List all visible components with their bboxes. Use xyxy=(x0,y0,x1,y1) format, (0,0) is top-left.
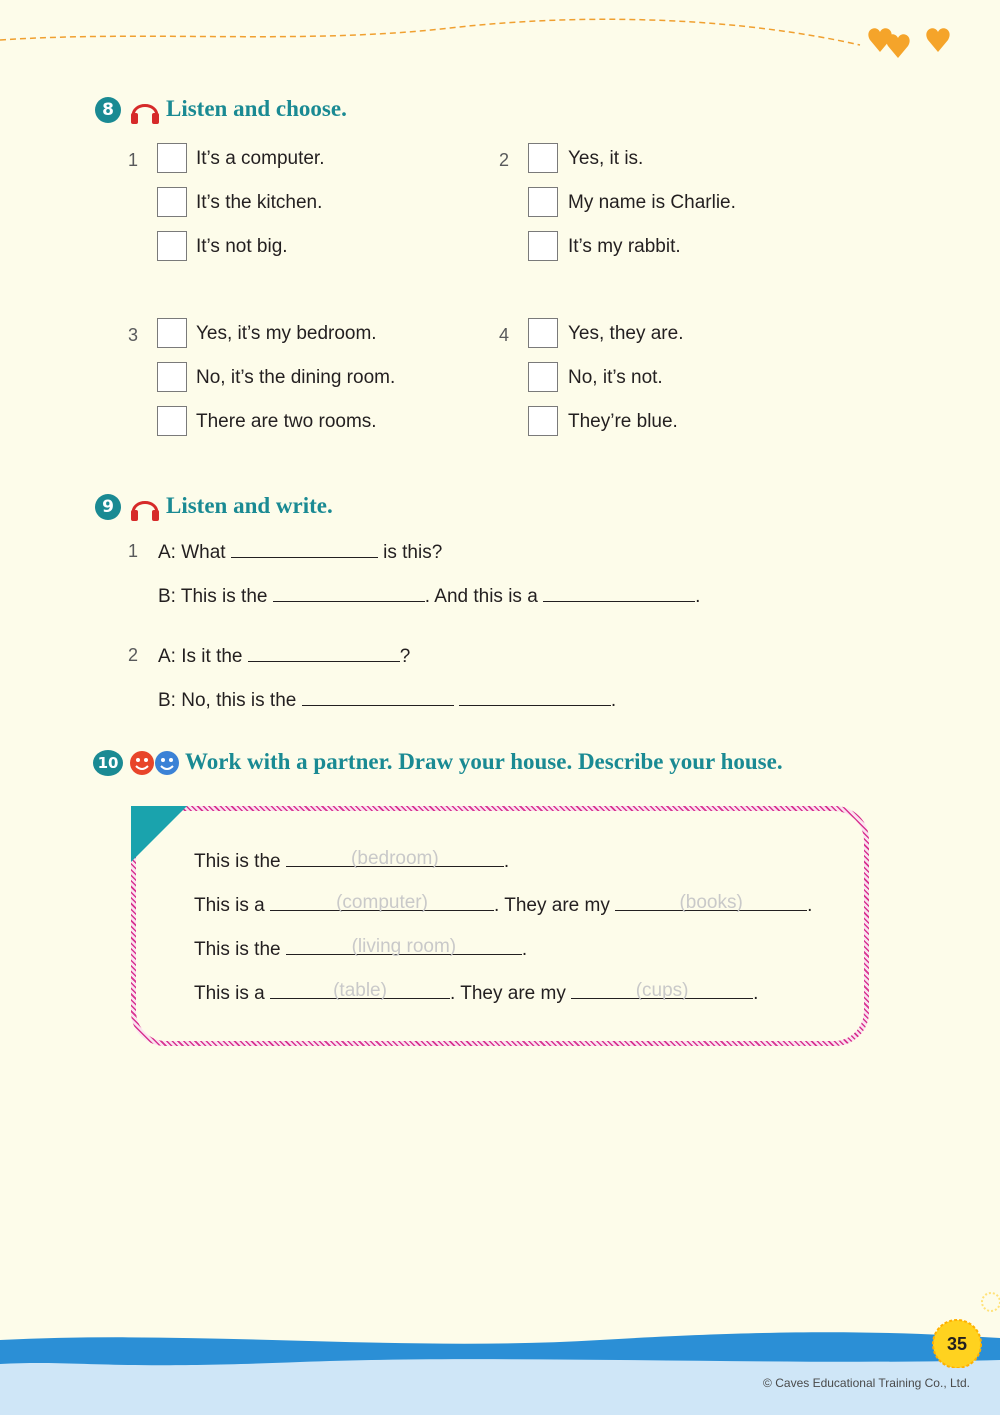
question-number: 3 xyxy=(128,325,139,345)
answer-checkbox[interactable] xyxy=(157,318,187,348)
write-blank[interactable] xyxy=(286,848,504,867)
answer-checkbox[interactable] xyxy=(157,406,187,436)
answer-checkbox[interactable] xyxy=(528,231,558,261)
page-number: 35 xyxy=(938,1325,976,1363)
write-blank[interactable] xyxy=(302,687,454,706)
sentence-line xyxy=(158,539,442,564)
hint-text: (bedroom) xyxy=(351,848,439,869)
sentence-text: This is the xyxy=(194,939,281,960)
hint-text: (cups) xyxy=(635,980,689,1001)
sentence-text: ? xyxy=(399,646,411,667)
section-8-title: Listen and choose. xyxy=(166,96,347,121)
answer-option: It’s a computer. xyxy=(196,148,325,169)
question-number: 1 xyxy=(128,541,139,561)
question-number: 2 xyxy=(128,645,139,665)
top-decoration xyxy=(0,0,1000,70)
sentence-line xyxy=(194,892,812,917)
write-blank[interactable] xyxy=(270,892,494,911)
corner-decoration xyxy=(131,806,187,862)
question-number: 1 xyxy=(128,150,139,170)
answer-checkbox[interactable] xyxy=(528,187,558,217)
write-blank[interactable] xyxy=(248,643,400,662)
write-blank[interactable] xyxy=(459,687,611,706)
write-blank[interactable] xyxy=(286,936,522,955)
answer-option: Yes, they are. xyxy=(568,323,684,344)
answer-checkbox[interactable] xyxy=(157,187,187,217)
footer-wave xyxy=(0,1330,1000,1415)
partner-faces-icon xyxy=(129,749,181,777)
sentence-line xyxy=(194,980,758,1005)
sentence-line xyxy=(158,583,700,608)
answer-option: There are two rooms. xyxy=(196,411,377,432)
sentence-text: . xyxy=(521,939,528,960)
question-number: 2 xyxy=(499,150,510,170)
answer-option: Yes, it is. xyxy=(568,148,644,169)
answer-option: No, it’s not. xyxy=(568,367,663,388)
answer-option: My name is Charlie. xyxy=(568,192,736,213)
write-blank[interactable] xyxy=(543,583,695,602)
section-9-number: 9 xyxy=(95,494,121,520)
sentence-text: This is a xyxy=(194,983,265,1004)
sentence-text: . They are my xyxy=(450,983,566,1004)
answer-option: Yes, it’s my bedroom. xyxy=(196,323,377,344)
section-8-number: 8 xyxy=(95,97,121,123)
section-10-title: Work with a partner. Draw your house. Describe your house. xyxy=(185,749,783,774)
answer-option: It’s my rabbit. xyxy=(568,236,681,257)
answer-checkbox[interactable] xyxy=(528,362,558,392)
answer-checkbox[interactable] xyxy=(528,406,558,436)
answer-checkbox[interactable] xyxy=(528,143,558,173)
sentence-text: A: Is it the xyxy=(158,646,243,667)
sentence-text: B: This is the xyxy=(158,586,268,607)
heart-icon xyxy=(868,28,949,58)
answer-option: It’s the kitchen. xyxy=(196,192,323,213)
sentence-text: . xyxy=(807,895,813,916)
answer-checkbox[interactable] xyxy=(157,231,187,261)
sentence-text: . xyxy=(610,690,617,711)
sentence-line xyxy=(194,848,509,873)
sentence-text: . And this is a xyxy=(424,586,538,607)
section-10-number: 10 xyxy=(93,750,123,776)
sentence-text: A: What xyxy=(158,542,226,563)
sentence-text: This is the xyxy=(194,851,281,872)
write-blank[interactable] xyxy=(273,583,425,602)
sentence-text: is this? xyxy=(383,542,443,563)
answer-option: It’s not big. xyxy=(196,236,288,257)
hint-text: (table) xyxy=(333,980,387,1001)
sentence-line xyxy=(194,936,527,961)
answer-option: No, it’s the dining room. xyxy=(196,367,396,388)
hint-text: (books) xyxy=(679,892,743,913)
sentence-line xyxy=(158,643,410,668)
headphones-icon xyxy=(129,493,161,523)
write-blank[interactable] xyxy=(571,980,753,999)
answer-checkbox[interactable] xyxy=(157,143,187,173)
hint-text: (living room) xyxy=(351,936,457,957)
sentence-text: . xyxy=(695,586,701,607)
drawing-box xyxy=(131,806,869,1046)
question-number: 4 xyxy=(499,325,510,345)
sentence-text: . xyxy=(503,851,510,872)
sentence-text: B: No, this is the xyxy=(158,690,297,711)
section-9-title: Listen and write. xyxy=(166,493,333,518)
write-blank[interactable] xyxy=(615,892,807,911)
copyright-text: © Caves Educational Training Co., Ltd. xyxy=(763,1376,970,1390)
headphones-icon xyxy=(129,96,161,126)
answer-checkbox[interactable] xyxy=(157,362,187,392)
sentence-text: . xyxy=(753,983,759,1004)
write-blank[interactable] xyxy=(270,980,450,999)
sentence-line xyxy=(158,687,616,712)
answer-checkbox[interactable] xyxy=(528,318,558,348)
sentence-text: This is a xyxy=(194,895,265,916)
sentence-text: . They are my xyxy=(494,895,610,916)
hint-text: (computer) xyxy=(336,892,428,913)
write-blank[interactable] xyxy=(231,539,378,558)
answer-option: They’re blue. xyxy=(568,411,678,432)
